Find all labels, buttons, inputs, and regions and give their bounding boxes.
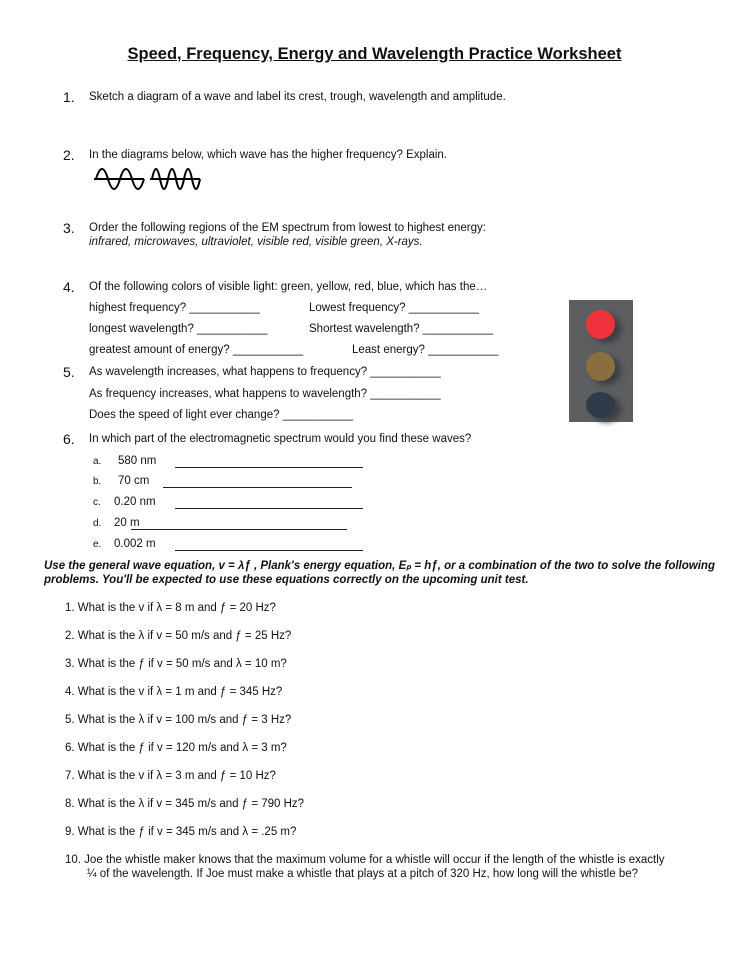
q4-item: greatest amount of energy? ___________	[89, 344, 304, 356]
q3-list: infrared, microwaves, ultraviolet, visible red, visible green, X-rays.	[89, 236, 423, 248]
q4-number: 4.	[63, 279, 75, 295]
green-light	[586, 392, 615, 418]
problem: 3. What is the ƒ if v = 50 m/s and λ = 10 m?	[65, 658, 287, 670]
q6-text: In which part of the electromagnetic spectrum would you find these waves?	[89, 433, 472, 445]
q3-number: 3.	[63, 220, 75, 236]
q6-item-value: 0.20 nm	[114, 496, 156, 508]
q2-text: In the diagrams below, which wave has the higher frequency? Explain.	[89, 149, 447, 161]
q6-item-value: 580 nm	[118, 455, 157, 467]
problem-10-line2: ¼ of the wavelength. If Joe must make a whistle that plays at a pitch of 320 Hz, how long will the whistle be?	[87, 868, 639, 880]
q5-line: As wavelength increases, what happens to frequency? ___________	[89, 366, 441, 378]
high-frequency-wave	[150, 169, 200, 189]
q4-item: highest frequency? ___________	[89, 302, 260, 314]
q6-item-letter: c.	[93, 497, 101, 508]
answer-blank[interactable]	[163, 487, 352, 488]
answer-blank[interactable]	[131, 529, 347, 530]
q1-number: 1.	[63, 89, 75, 105]
q4-item: Least energy? ___________	[352, 344, 499, 356]
q5-number: 5.	[63, 364, 75, 380]
q4-item: Lowest frequency? ___________	[309, 302, 480, 314]
q4-text: Of the following colors of visible light: green, yellow, red, blue, which has the…	[89, 281, 488, 293]
low-frequency-wave	[94, 169, 144, 189]
q2-number: 2.	[63, 147, 75, 163]
wave-diagrams	[94, 163, 206, 195]
answer-blank[interactable]	[175, 508, 363, 509]
q4-item: longest wavelength? ___________	[89, 323, 268, 335]
problem: 9. What is the ƒ if v = 345 m/s and λ = .25 m?	[65, 826, 297, 838]
problem: 7. What is the v if λ = 3 m and ƒ = 10 Hz?	[65, 770, 276, 782]
problem-10-line1: 10. Joe the whistle maker knows that the maximum volume for a whistle will occur if the length of the whistle is exactly	[65, 854, 665, 866]
q6-item-letter: a.	[93, 456, 102, 467]
q5-line: Does the speed of light ever change? ___________	[89, 409, 354, 421]
q6-item-value: 70 cm	[118, 475, 150, 487]
problem: 5. What is the λ if v = 100 m/s and ƒ = 3 Hz?	[65, 714, 292, 726]
traffic-light-image	[569, 300, 633, 422]
answer-blank[interactable]	[175, 467, 363, 468]
q6-item-letter: b.	[93, 476, 102, 487]
q6-item-letter: d.	[93, 518, 102, 529]
problem: 6. What is the ƒ if v = 120 m/s and λ = 3 m?	[65, 742, 287, 754]
problem: 1. What is the v if λ = 8 m and ƒ = 20 Hz?	[65, 602, 276, 614]
amber-light	[586, 352, 615, 381]
q3-text: Order the following regions of the EM spectrum from lowest to highest energy:	[89, 222, 486, 234]
answer-blank[interactable]	[175, 550, 363, 551]
q6-item-value: 20 m	[114, 517, 140, 529]
q1-text: Sketch a diagram of a wave and label its crest, trough, wavelength and amplitude.	[89, 91, 506, 103]
q5-line: As frequency increases, what happens to wavelength? ___________	[89, 388, 441, 400]
instructions: Use the general wave equation, v = λƒ , Plank's energy equation, Eₚ = hƒ, or a combination of the two to solve the following problems. You'll be expected to use these equations correctly on the upcoming unit test.	[44, 560, 715, 586]
problem: 8. What is the λ if v = 345 m/s and ƒ = 790 Hz?	[65, 798, 305, 810]
problem: 4. What is the v if λ = 1 m and ƒ = 345 Hz?	[65, 686, 283, 698]
problem: 2. What is the λ if v = 50 m/s and ƒ = 25 Hz?	[65, 630, 292, 642]
q6-item-letter: e.	[93, 539, 102, 550]
worksheet-title: Speed, Frequency, Energy and Wavelength Practice Worksheet	[127, 45, 622, 63]
red-light	[586, 310, 615, 339]
q6-item-value: 0.002 m	[114, 538, 156, 550]
q6-number: 6.	[63, 431, 75, 447]
q4-item: Shortest wavelength? ___________	[309, 323, 494, 335]
